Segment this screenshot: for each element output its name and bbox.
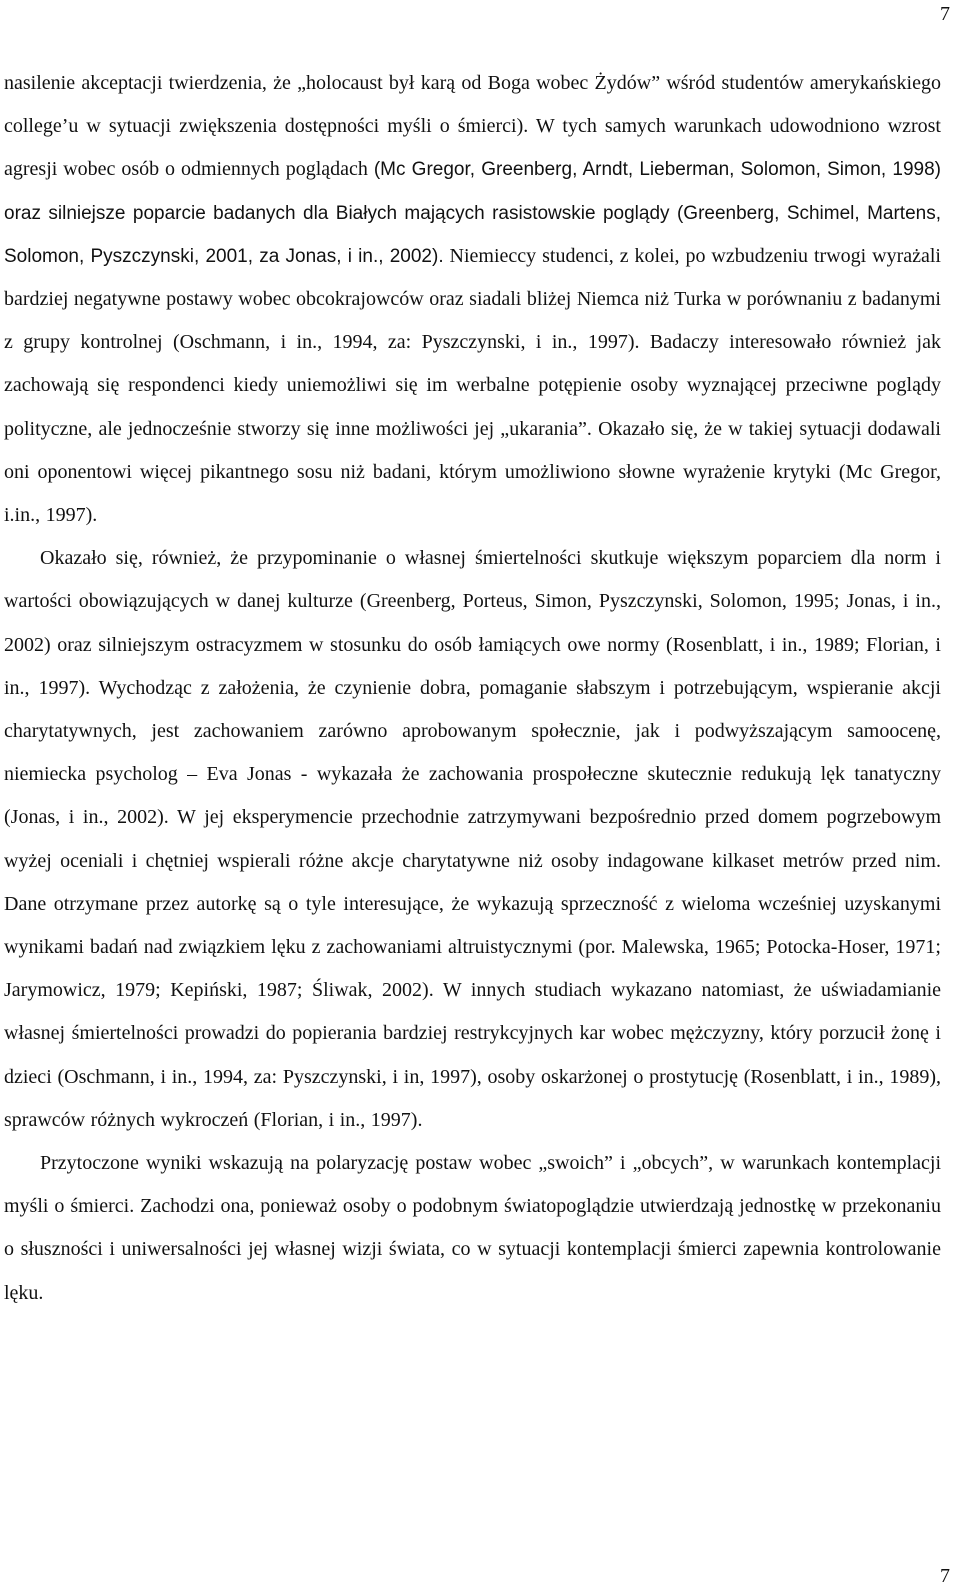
paragraph-2: Okazało się, również, że przypominanie o własnej śmiertelności skutkuje większym poparciem dla norm i wartości obowiązujących w danej kulturze (Greenberg, Porteus, Simon, Pyszczynski, Solomon, 1995; Jonas, i in., 2002) oraz silniejszym ostracyzmem w stosunku do osób łamiących owe normy (Rosenblatt, i in., 1989; Florian, i in., 1997). Wychodząc z założenia, że czynienie dobra, pomaganie słabszym i potrzebującym, wspieranie akcji charytatywnych, jest zachowaniem zarówno aprobowanym społecznie, jak i podwyższającym samoocenę, niemiecka psycholog – Eva Jonas - wykazała że zachowania prospołeczne skutecznie redukują lęk tanatyczny (Jonas, i in., 2002). W jej eksperymencie przechodnie zatrzymywani bezpośrednio przed domem pogrzebowym wyżej oceniali i chętniej wspierali różne akcje charytatywne niż osoby indagowane kilkaset metrów przed nim. Dane otrzymane przez autorkę są o tyle interesujące, że wykazują sprzeczność z wieloma wcześniej uzyskanymi wynikami badań nad związkiem lęku z zachowaniami altruistycznymi (por. Malewska, 1965; Potocka-Hoser, 1971; Jarymowicz, 1979; Kepiński, 1987; Śliwak, 2002). W innych studiach wykazano natomiast, że uświadamianie własnej śmiertelności prowadzi do popierania bardziej restrykcyjnych kar wobec mężczyzny, który porzucił żonę i dzieci (Oschmann, i in., 1994, za: Pyszczynski, i in, 1997), osoby oskarżonej o prostytucję (Rosenblatt, i in., 1989), sprawców różnych wykroczeń (Florian, i in., 1997). (4, 547, 941, 1131)
page-number-bottom: 7 (940, 1565, 950, 1587)
document-body (4, 62, 941, 1315)
paragraph-1-tail: Niemieccy studenci, z kolei, po wzbudzeniu trwogi wyrażali bardziej negatywne postawy wobec obcokrajowców oraz siadali bliżej Niemca niż Turka w porównaniu z badanymi z grupy kontrolnej (Oschmann, i in., 1994, za: Pyszczynski, i in., 1997). Badaczy interesowało również jak zachowają się respondenci kiedy uniemożliwi się im werbalne potępienie osoby wyznającej przeciwne poglądy polityczne, ale jednocześnie stworzy się inne możliwości jej „ukarania”. Okazało się, że w takiej sytuacji dodawali oni oponentowi więcej pikantnego sosu niż badani, którym umożliwiono słowne wyrażenie krytyki (Mc Gregor, i.in., 1997). (4, 244, 941, 527)
paragraph-3: Przytoczone wyniki wskazują na polaryzację postaw wobec „swoich” i „obcych”, w warunkach kontemplacji myśli o śmierci. Zachodzi ona, ponieważ osoby o podobnym światopoglądzie utwierdzają jednostkę w przekonaniu o słuszności i uniwersalności jej własnej wizji świata, co w sytuacji kontemplacji śmierci zapewnia kontrolowanie lęku. (4, 1152, 941, 1304)
paragraph-1 (4, 62, 941, 537)
paragraph-1-citation-run: (Mc Gregor, Greenberg, Arndt, Lieberman, Solomon, Simon, 1998) oraz silniejsze poparcie badanych dla Białych mających rasistowskie poglądy (Greenberg, Schimel, Martens, Solomon, Pyszczynski, 2001, za Jonas, i in., 2002). (4, 159, 941, 267)
paragraph-1-lead: nasilenie akceptacji twierdzenia, że „holocaust był karą od Boga wobec Żydów” wśród studentów amerykańskiego college’u w sytuacji zwiększenia dostępności myśli o śmierci). W tych samych warunkach udowodniono wzrost agresji wobec osób o odmiennych poglądach (4, 72, 941, 181)
page-number-top: 7 (940, 3, 950, 25)
